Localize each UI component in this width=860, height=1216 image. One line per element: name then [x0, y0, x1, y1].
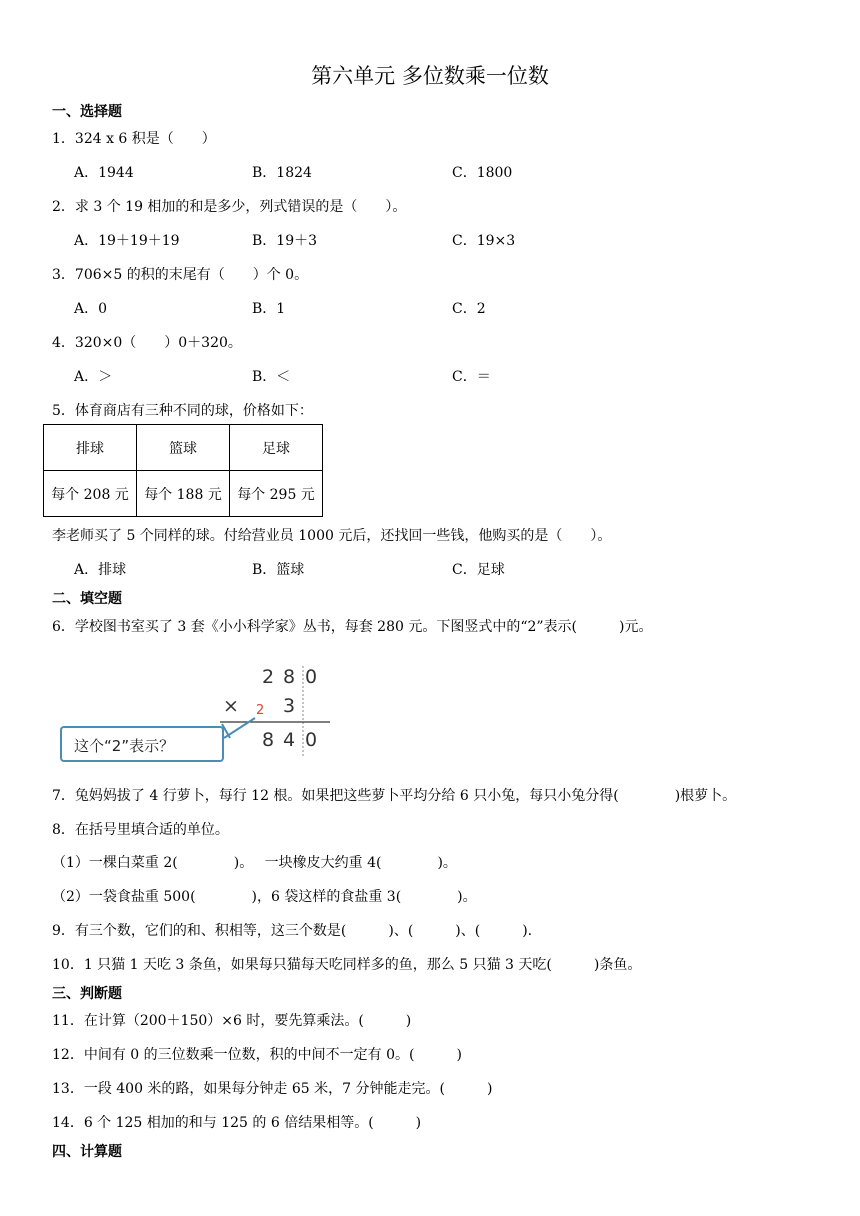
question-13: 13．一段 400 米的路，如果每分钟走 65 米，7 分钟能走完。( ) — [52, 1081, 493, 1097]
table-header-volleyball: 排球 — [44, 425, 137, 471]
question-7: 7．兔妈妈拔了 4 行萝卜，每行 12 根。如果把这些萝卜平均分给 6 只小兔，每只小兔分得( )根萝卜。 — [52, 788, 737, 804]
question-8: 8．在括号里填合适的单位。 — [52, 822, 229, 838]
question-5-followup: 李老师买了 5 个同样的球。付给营业员 1000 元后，还找回一些钱，他购买的是（ ）。 — [52, 528, 612, 544]
q4-option-a: A．＞ — [74, 369, 113, 385]
section-heading-judge: 三、判断题 — [52, 986, 122, 1002]
q2-option-c: C．19×3 — [452, 233, 516, 249]
q1-option-b: B．1824 — [252, 165, 312, 181]
q2-option-b: B．19＋3 — [252, 233, 318, 249]
question-2: 2．求 3 个 19 相加的和是多少，列式错误的是（ ）。 — [52, 199, 407, 215]
carry-digit: 2 — [256, 703, 265, 718]
question-11: 11．在计算（200＋150）×6 时，要先算乘法。( ) — [52, 1013, 412, 1029]
table-cell-football-price: 每个 295 元 — [230, 471, 323, 517]
question-1: 1．324 x 6 积是（ ） — [52, 131, 216, 147]
q5-option-b: B．篮球 — [252, 562, 305, 578]
product-digit-tens: 4 — [283, 729, 296, 751]
q5-option-a: A．排球 — [74, 562, 127, 578]
table-row — [44, 425, 323, 471]
question-9: 9．有三个数，它们的和、积相等，这三个数是( )、( )、( ). — [52, 923, 533, 939]
q5-option-c: C．足球 — [452, 562, 505, 578]
q3-option-a: A．0 — [74, 301, 108, 317]
ball-price-table — [43, 424, 323, 517]
question-12: 12．中间有 0 的三位数乘一位数，积的中间不一定有 0。( ) — [52, 1047, 462, 1063]
question-14: 14．6 个 125 相加的和与 125 的 6 倍结果相等。( ) — [52, 1115, 422, 1131]
multiplicand-digit-ones: 0 — [305, 666, 318, 688]
q3-option-b: B．1 — [252, 301, 286, 317]
table-cell-basketball-price: 每个 188 元 — [137, 471, 230, 517]
table-header-football: 足球 — [230, 425, 323, 471]
question-6: 6．学校图书室买了 3 套《小小科学家》丛书，每套 280 元。下图竖式中的“2”表示( )元。 — [52, 619, 653, 635]
page-title: 第六单元 多位数乘一位数 — [311, 64, 549, 88]
question-5: 5．体育商店有三种不同的球，价格如下： — [52, 403, 313, 419]
table-row — [44, 471, 323, 517]
question-4: 4．320×0（ ）0＋320。 — [52, 335, 242, 351]
section-heading-fill: 二、填空题 — [52, 591, 122, 607]
multiplicand-digit-hundreds: 2 — [262, 666, 275, 688]
section-heading-choice: 一、选择题 — [52, 104, 122, 120]
section-heading-calc: 四、计算题 — [52, 1144, 122, 1160]
q2-option-a: A．19＋19＋19 — [74, 233, 180, 249]
question-3: 3．706×5 的积的末尾有（ ）个 0。 — [52, 267, 309, 283]
multiplicand-digit-tens: 8 — [283, 666, 296, 688]
question-10: 10．1 只猫 1 天吃 3 条鱼，如果每只猫每天吃同样多的鱼，那么 5 只猫 3 天吃( )条鱼。 — [52, 957, 642, 973]
q4-option-c: C．＝ — [452, 369, 491, 385]
product-digit-ones: 0 — [305, 729, 318, 751]
q1-option-a: A．1944 — [74, 165, 134, 181]
table-cell-volleyball-price: 每个 208 元 — [44, 471, 137, 517]
multiply-sign: × — [223, 695, 239, 717]
product-digit-hundreds: 8 — [262, 729, 275, 751]
question-8-part-2: （2）一袋食盐重 500( )，6 袋这样的食盐重 3( )。 — [52, 889, 477, 905]
q3-option-c: C．2 — [452, 301, 486, 317]
callout-box: 这个“2”表示？ — [60, 726, 224, 762]
table-header-basketball: 篮球 — [137, 425, 230, 471]
question-8-part-1: （1）一棵白菜重 2( )。 一块橡皮大约重 4( )。 — [52, 855, 457, 871]
multiplier-digit: 3 — [283, 695, 296, 717]
q1-option-c: C．1800 — [452, 165, 513, 181]
q4-option-b: B．＜ — [252, 369, 291, 385]
